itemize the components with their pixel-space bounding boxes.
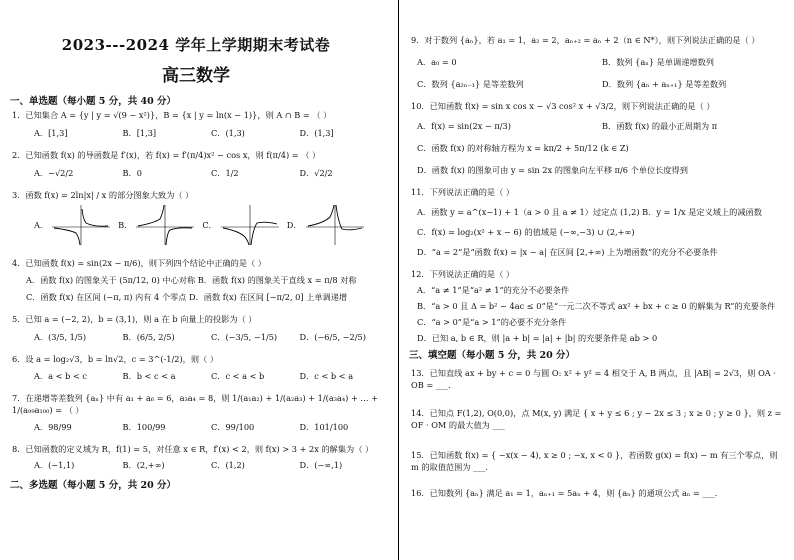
question-3-graph-options	[34, 203, 388, 247]
option-b[interactable]: B．(6/5, 2/5)	[122, 332, 175, 342]
question-13-stem: 13．已知直线 ax + by + c = 0 与圆 O: x² + y² = 4 相交于 A, B 两点，且 |AB| = 2√3，则 OA · OB = ___.	[411, 368, 776, 390]
right-column	[403, 0, 787, 560]
question-4-stem: 4．已知函数 f(x) = sin(2x − π/6)，则下列四个结论中正确的是（ ）	[12, 258, 266, 268]
option-d: D．	[286, 219, 302, 230]
question-2-options	[34, 167, 388, 179]
option-b[interactable]: B．100/99	[122, 422, 166, 432]
question-2-stem: 2．已知函数 f(x) 的导函数是 f′(x)，若 f(x) = f′(π/4)x² − cos x，则 f(π/4) = （ ）	[12, 150, 321, 160]
option-d[interactable]: D．√2/2	[299, 168, 333, 178]
option-a[interactable]: A．−√2/2	[34, 168, 74, 178]
question-4-line-ab: A．函数 f(x) 的图象关于 (5π/12, 0) 中心对称 B．函数 f(x) 的图象关于直线 x = π/8 对称	[26, 275, 357, 285]
question-4-line-cd: C．函数 f(x) 在区间 (−π, π) 内有 4 个零点 D．函数 f(x) 在区间 [−π/2, 0] 上单调递增	[26, 292, 348, 302]
question-10-options-ab	[417, 120, 787, 132]
option-a[interactable]: A．98/99	[34, 422, 72, 432]
question-11-stem: 11．下列说法正确的是（ ）	[411, 187, 515, 197]
option-b[interactable]: B．b < c < a	[122, 371, 176, 381]
section-single-choice: 一、单选题（每小题 5 分，共 40 分）	[10, 96, 177, 107]
graph-option-b[interactable]	[118, 203, 196, 247]
option-c[interactable]: C．c < a < b	[211, 371, 265, 381]
graph-a-icon	[50, 203, 112, 247]
graph-option-a[interactable]	[34, 203, 112, 247]
question-10-option-c[interactable]: C．函数 f(x) 的对称轴方程为 x = kπ/2 + 5π/12 (k ∈ Z)	[417, 143, 629, 153]
question-5-stem: 5．已知 a = (−2, 2)，b = (3,1)，则 a 在 b 向量上的投影为（ ）	[12, 314, 257, 324]
option-b[interactable]: B．数列 {aₙ} 是单调递增数列	[602, 57, 714, 67]
option-a[interactable]: A．(3/5, 1/5)	[34, 332, 87, 342]
option-a[interactable]: A．(−1,1)	[34, 460, 75, 470]
question-6-stem: 6．设 a = log₂√3，b = ln√2，c = 3^(-1/2)，则（ ）	[12, 354, 219, 364]
question-9-options-row1	[417, 56, 787, 68]
question-11-option-ab[interactable]: A．函数 y = a^(x−1) + 1（a > 0 且 a ≠ 1）过定点 (1,2) B．y = 1/x 是定义域上的减函数	[417, 207, 762, 217]
section-multi-choice: 二、多选题（每小题 5 分，共 20 分）	[10, 480, 177, 491]
question-12-option-d[interactable]: D．已知 a, b ∈ R，则 |a + b| = |a| + |b| 的充要条件是 ab > 0	[417, 333, 658, 343]
section-fill-in: 三、填空题（每小题 5 分，共 20 分）	[409, 350, 576, 361]
option-b[interactable]: B．[1,3]	[122, 128, 157, 138]
option-c[interactable]: C．(−3/5, −1/5)	[211, 332, 278, 342]
exam-title: 2023---2024 学年上学期期末考试卷	[61, 36, 331, 54]
option-a[interactable]: A．a₀ = 0	[417, 57, 457, 67]
option-d[interactable]: D．(−∞,1)	[299, 460, 343, 470]
question-16-stem: 16．已知数列 {aₙ} 满足 a₁ = 1，aₙ₊₁ = 5aₙ + 4，则 {aₙ} 的通项公式 aₙ = ___.	[411, 488, 718, 498]
question-3-stem: 3．函数 f(x) = 2ln|x| / x 的部分图象大致为（ ）	[12, 190, 194, 200]
option-d[interactable]: D．数列 {aₙ + aₙ₊₁} 是等差数列	[602, 79, 727, 89]
question-6-options	[34, 370, 388, 382]
option-c[interactable]: C．(1,3)	[211, 128, 245, 138]
question-11-option-c[interactable]: C．f(x) = log₂(x² + x − 6) 的值域是 (−∞,−3) ∪ (2,+∞)	[417, 227, 635, 237]
option-b: B．	[118, 219, 133, 230]
option-c[interactable]: C．(1,2)	[211, 460, 245, 470]
exam-subject: 高三数学	[162, 66, 230, 86]
question-9-options-row2	[417, 78, 787, 90]
question-8-stem: 8．已知函数的定义域为 R，f(1) = 5，对任意 x ∈ R，f′(x) < 2，则 f(x) > 3 + 2x 的解集为（ ）	[12, 444, 374, 454]
question-14-stem: 14．已知点 F(1,2), O(0,0)，点 M(x, y) 满足 { x + y ≤ 6 ; y − 2x ≤ 3 ; x ≥ 0 ; y ≥ 0 }，则 z = OF · OM 的最大值为 ___	[411, 408, 782, 430]
option-c[interactable]: C．数列 {a₂ₙ₋₁} 是等差数列	[417, 79, 524, 89]
option-b[interactable]: B．函数 f(x) 的最小正周期为 π	[602, 121, 718, 131]
question-12-option-b[interactable]: B．“a > 0 且 Δ = b² − 4ac ≤ 0”是“一元二次不等式 ax² + bx + c ≥ 0 的解集为 R”的充要条件	[417, 301, 776, 311]
question-15-stem: 15．已知函数 f(x) = { −x(x − 4), x ≥ 0 ; −x, x < 0 }，若函数 g(x) = f(x) − m 有三个零点，则 m 的取值范围为 ___.	[411, 450, 778, 472]
option-c: C．	[202, 219, 217, 230]
question-8-options	[34, 459, 388, 471]
column-divider	[398, 0, 399, 560]
option-d[interactable]: D．(1,3]	[299, 128, 334, 138]
option-b[interactable]: B．(2,+∞)	[122, 460, 165, 470]
question-1-options	[34, 127, 388, 139]
question-12-option-a[interactable]: A．“a ≠ 1”是“a² ≠ 1”的充分不必要条件	[417, 285, 570, 295]
option-a[interactable]: A．f(x) = sin(2x − π/3)	[417, 121, 511, 131]
option-c[interactable]: C．99/100	[211, 422, 255, 432]
question-1-stem: 1．已知集合 A = {y | y = √(9 − x²)}，B = {x | y = ln(x − 1)}，则 A ∩ B = （ ）	[12, 110, 332, 120]
option-a: A．	[34, 219, 49, 230]
question-5-options	[34, 331, 388, 343]
question-7-stem: 7．在递增等差数列 {aₙ} 中有 a₁ + a₆ = 6，a₃a₄ = 8，则 1/(a₁a₂) + 1/(a₂a₃) + 1/(a₃a₄) + … + 1/(a₉₉a₁₀₀) = （ ）	[12, 393, 379, 415]
option-a[interactable]: A．[1,3]	[34, 128, 68, 138]
question-12-option-c[interactable]: C．“a > 0”是“a > 1”的必要不充分条件	[417, 317, 567, 327]
graph-b-icon	[134, 203, 196, 247]
graph-option-c[interactable]	[202, 203, 280, 247]
option-b[interactable]: B．0	[122, 168, 142, 178]
question-10-stem: 10．已知函数 f(x) = sin x cos x − √3 cos² x + √3/2，则下列说法正确的是（ ）	[411, 101, 715, 111]
left-column	[4, 0, 388, 560]
question-10-option-d[interactable]: D．函数 f(x) 的图象可由 y = sin 2x 的图象向左平移 π/6 个单位长度得到	[417, 165, 688, 175]
question-12-stem: 12．下列说法正确的是（ ）	[411, 269, 515, 279]
option-c[interactable]: C．1/2	[211, 168, 239, 178]
graph-option-d[interactable]	[287, 203, 366, 247]
question-9-stem: 9．对于数列 {aₙ}，若 a₁ = 1，a₂ = 2，aₙ₊₂ = aₙ + 2（n ∈ N*），则下列说法正确的是（ ）	[411, 35, 760, 45]
option-d[interactable]: D．c < b < a	[299, 371, 354, 381]
option-a[interactable]: A．a < b < c	[34, 371, 87, 381]
graph-c-icon	[219, 203, 281, 247]
graph-d-icon	[304, 203, 366, 247]
question-11-option-d[interactable]: D．“a = 2”是“函数 f(x) = |x − a| 在区间 [2,+∞) 上为增函数”的充分不必要条件	[417, 247, 718, 257]
option-d[interactable]: D．(−6/5, −2/5)	[299, 332, 366, 342]
question-7-options	[34, 421, 388, 433]
option-d[interactable]: D．101/100	[299, 422, 349, 432]
